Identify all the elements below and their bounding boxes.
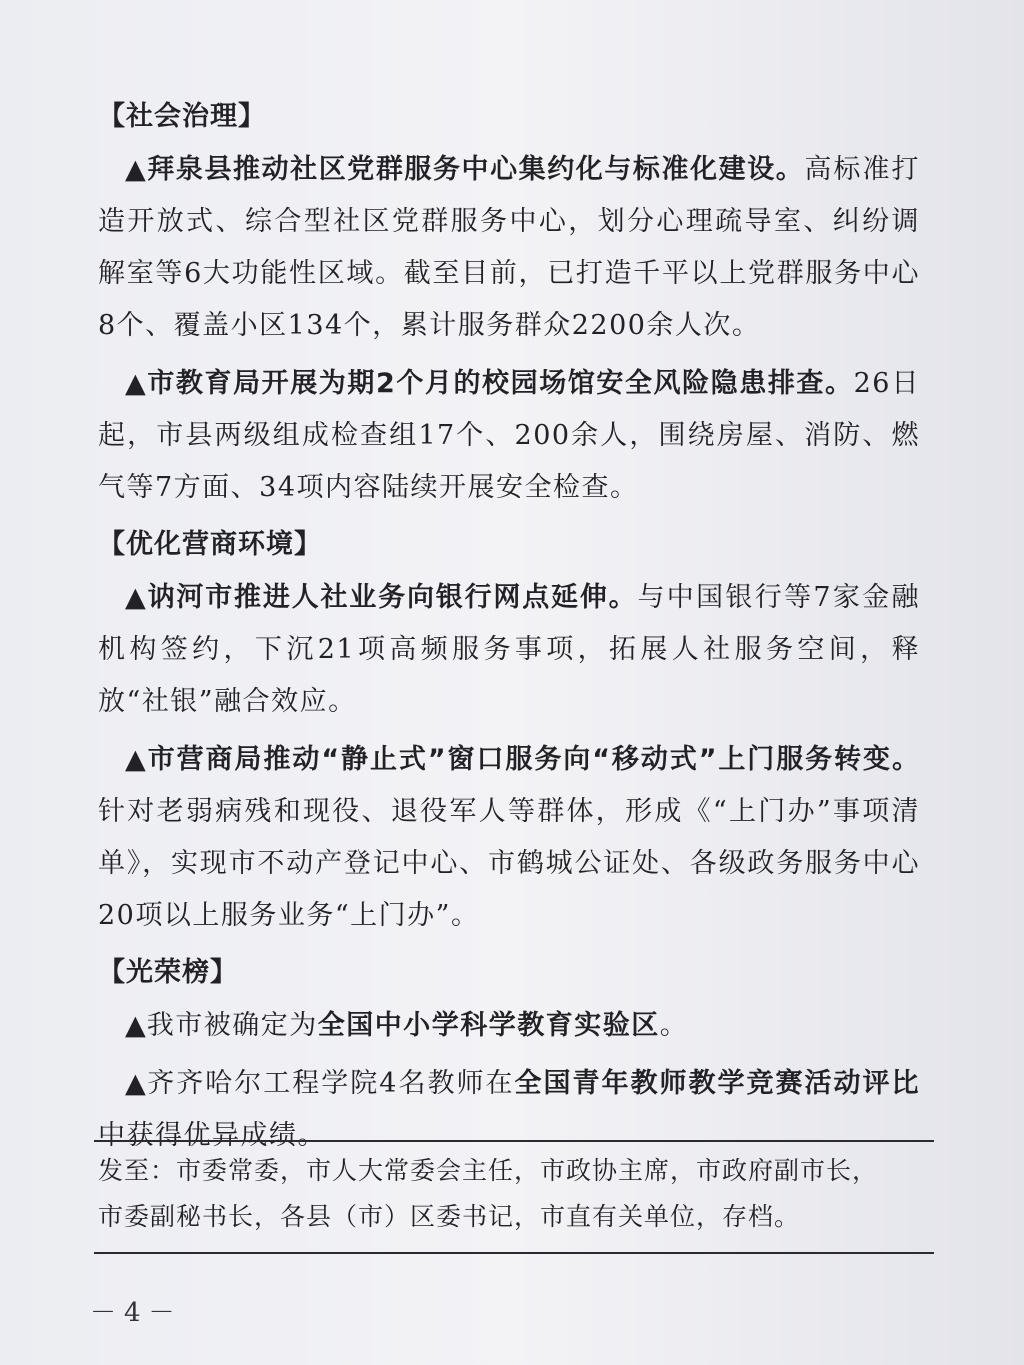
distribution-line: 市委副秘书长，各县（市）区委书记，市直有关单位，存档。 (98, 1202, 801, 1231)
news-item (98, 734, 920, 942)
item-post: 。 (659, 1010, 689, 1041)
item-highlight: 全国中小学科学教育实验区 (317, 1010, 660, 1041)
item-lead: 拜泉县推动社区党群服务中心集约化与标准化建设。 (147, 154, 805, 185)
page-number: －4－ (90, 1298, 183, 1328)
main-content (98, 92, 920, 1168)
news-item (98, 572, 920, 728)
item-marker: ▲ (125, 1068, 148, 1099)
distribution-list (94, 1140, 934, 1254)
section-heading-honor-roll: 【光荣榜】 (98, 957, 238, 988)
item-post: 中获得优异成绩。 (98, 1120, 326, 1151)
section-heading-business-environment: 【优化营商环境】 (98, 529, 322, 560)
item-body: 高标准打造开放式、综合型社区党群服务中心，划分心理疏导室、纠纷调解室等6大功能性区域。截至目前，已打造千平以上党群服务中心8个、覆盖小区134个，累计服务群众2200余人次。 (98, 154, 921, 341)
news-item (98, 144, 920, 352)
item-marker: ▲ (125, 582, 148, 613)
item-marker: ▲ (125, 154, 148, 185)
distribution-line: 发至：市委常委，市人大常委会主任，市政协主席，市政府副市长， (98, 1156, 879, 1185)
item-body: 26日起，市县两级组成检查组17个、200余人，围绕房屋、消防、燃气等7方面、34项内容陆续开展安全检查。 (98, 368, 920, 503)
item-highlight: 全国青年教师教学竞赛活动评比 (514, 1068, 921, 1099)
section-heading-social-governance: 【社会治理】 (98, 101, 266, 132)
item-pre: 我市被确定为 (146, 1010, 318, 1041)
item-lead: 市教育局开展为期2个月的校园场馆安全风险隐患排查。 (147, 368, 854, 399)
item-body: 针对老弱病残和现役、退役军人等群体，形成《“上门办”事项清单》，实现市不动产登记中心、市鹤城公证处、各级政务服务中心20项以上服务业务“上门办”。 (98, 796, 920, 931)
news-item (98, 1000, 920, 1052)
item-marker: ▲ (125, 1010, 147, 1041)
item-pre: 齐齐哈尔工程学院4名教师在 (147, 1068, 515, 1099)
item-body: 与中国银行等7家金融机构签约，下沉21项高频服务事项，拓展人社服务空间，释放“社银”融合效应。 (98, 582, 921, 717)
news-item (98, 358, 920, 514)
item-lead: 讷河市推进人社业务向银行网点延伸。 (147, 582, 638, 613)
item-marker: ▲ (125, 368, 148, 399)
item-marker: ▲ (125, 744, 148, 775)
item-lead: 市营商局推动“静止式”窗口服务向“移动式”上门服务转变。 (147, 744, 920, 775)
